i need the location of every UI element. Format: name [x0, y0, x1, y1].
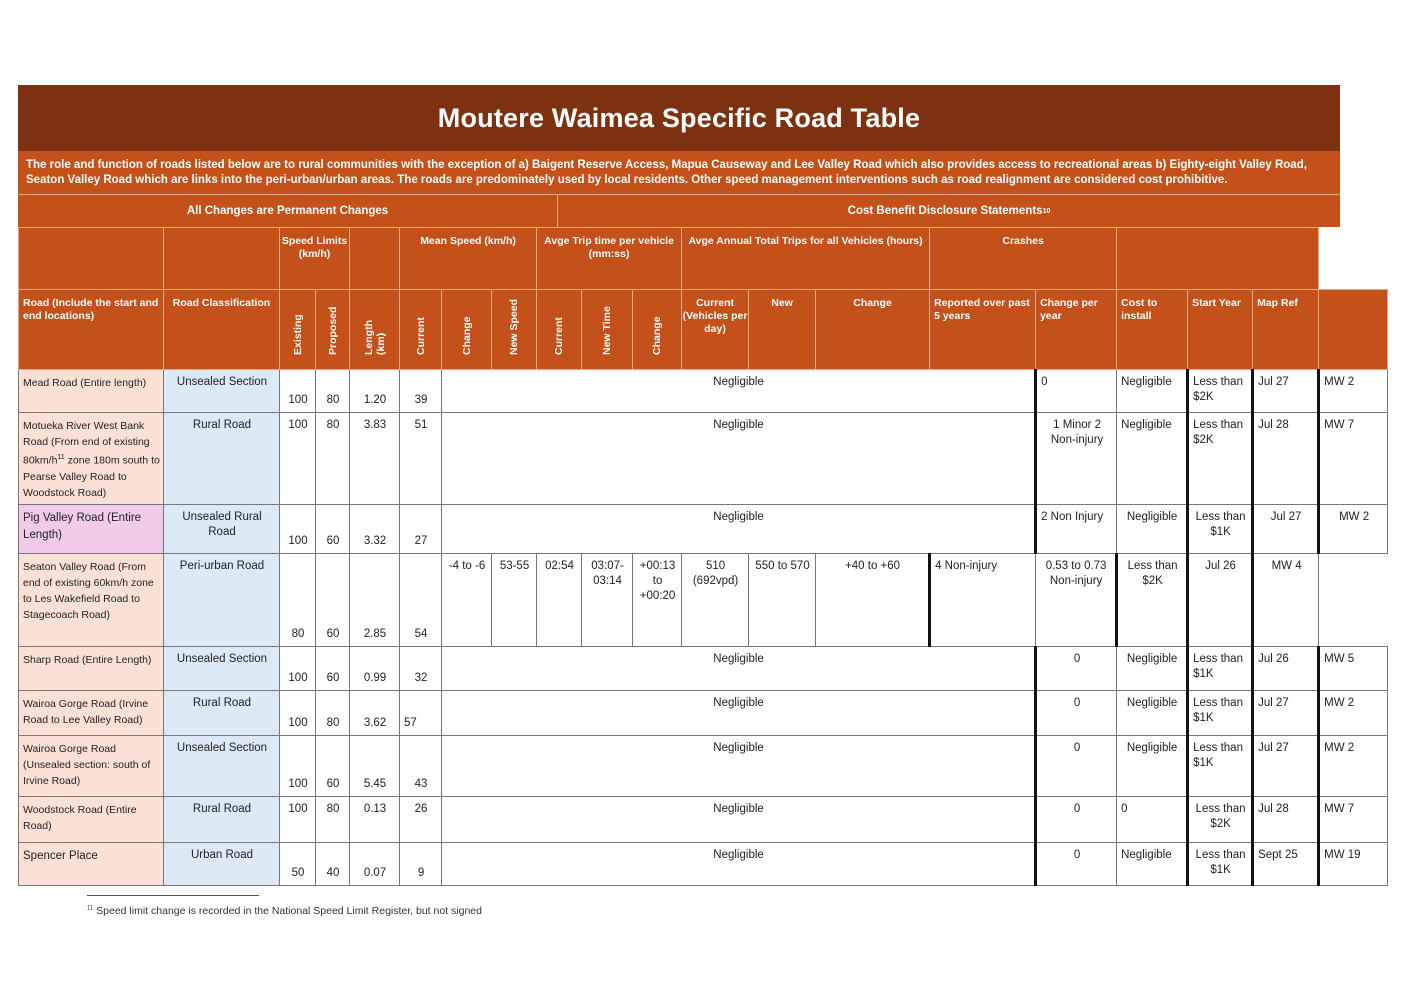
speed-existing: 100: [280, 796, 316, 842]
road-name: Wairoa Gorge Road (Irvine Road to Lee Valley Road): [19, 690, 164, 735]
header-reported: Reported over past 5 years: [930, 290, 1036, 370]
negligible-span: Negligible: [442, 690, 1036, 735]
road-length: 1.20: [350, 370, 400, 413]
map-ref: MW 7: [1319, 413, 1388, 505]
speed-existing: 100: [280, 413, 316, 505]
cost-to-install: Less than $2K: [1188, 370, 1253, 413]
crashes-change-per-year: 0: [1117, 796, 1188, 842]
crashes-reported: 0: [1036, 690, 1117, 735]
header-mean-current: Current: [414, 317, 427, 355]
start-year: Jul 26: [1188, 553, 1253, 646]
page-title: Moutere Waimea Specific Road Table: [18, 85, 1340, 151]
header-annual-current: Current (Vehicles per day): [682, 290, 749, 370]
map-ref: MW 2: [1319, 735, 1388, 796]
speed-proposed: 60: [316, 735, 350, 796]
road-classification: Rural Road: [164, 413, 280, 505]
table-row: [19, 646, 1388, 690]
header-cost: Cost to install: [1117, 290, 1188, 370]
cost-to-install: Less than $2K: [1117, 553, 1188, 646]
road-classification: Unsealed Section: [164, 735, 280, 796]
header-blank-right: [1117, 228, 1319, 290]
road-length: 0.13: [350, 796, 400, 842]
road-name: Spencer Place: [19, 842, 164, 885]
header-change-per-year: Change per year: [1036, 290, 1117, 370]
header-start-year: Start Year: [1188, 290, 1253, 370]
crashes-reported: 0: [1036, 796, 1117, 842]
header-trip-change: Change: [651, 316, 664, 355]
header-proposed: Proposed: [326, 306, 339, 355]
road-length: 5.45: [350, 735, 400, 796]
mean-speed-current: 32: [400, 646, 442, 690]
footnote-divider: [87, 895, 259, 896]
table-row: [19, 735, 1388, 796]
road-classification: Rural Road: [164, 796, 280, 842]
trip-time-change: +00:13 to +00:20: [633, 553, 682, 646]
negligible-span: Negligible: [442, 646, 1036, 690]
road-name-text: Motueka River West Bank Road (From end of existing 80km/h: [23, 420, 150, 467]
table-row: [19, 413, 1388, 505]
mean-speed-change: -4 to -6: [442, 553, 492, 646]
speed-existing: 100: [280, 370, 316, 413]
start-year: Jul 27: [1253, 504, 1319, 553]
header-existing: Existing: [291, 314, 304, 355]
road-classification: Unsealed Rural Road: [164, 504, 280, 553]
start-year: Jul 27: [1253, 370, 1319, 413]
mean-speed-current: 51: [400, 413, 442, 505]
road-length: 2.85: [350, 553, 400, 646]
cost-to-install: Less than $2K: [1188, 796, 1253, 842]
road-classification: Urban Road: [164, 842, 280, 885]
crashes-reported: 0: [1036, 370, 1117, 413]
start-year: Jul 28: [1253, 413, 1319, 505]
negligible-span: Negligible: [442, 370, 1036, 413]
cost-to-install: Less than $2K: [1188, 413, 1253, 505]
crashes-reported: 4 Non-injury: [930, 553, 1036, 646]
speed-existing: 50: [280, 842, 316, 885]
annual-trips-new: 550 to 570: [749, 553, 816, 646]
road-length: 3.83: [350, 413, 400, 505]
header-trip-new-time: New Time: [601, 306, 614, 355]
speed-existing: 100: [280, 504, 316, 553]
header-row-groups: [19, 228, 1388, 290]
start-year: Sept 25: [1253, 842, 1319, 885]
map-ref: MW 4: [1253, 553, 1319, 646]
map-ref: MW 5: [1319, 646, 1388, 690]
header-blank-road: [19, 228, 164, 290]
road-name: Wairoa Gorge Road (Unsealed section: south of Irvine Road): [19, 735, 164, 796]
section-band: [18, 194, 1340, 227]
crashes-change-per-year: Negligible: [1117, 690, 1188, 735]
road-footnote-ref: 11: [57, 454, 65, 461]
header-blank-class: [164, 228, 280, 290]
header-classification: Road Classification: [164, 290, 280, 370]
crashes-change-per-year: Negligible: [1117, 504, 1188, 553]
speed-existing: 100: [280, 646, 316, 690]
crashes-change-per-year: Negligible: [1117, 370, 1188, 413]
road-name: Sharp Road (Entire Length): [19, 646, 164, 690]
road-name: Woodstock Road (Entire Road): [19, 796, 164, 842]
speed-proposed: 80: [316, 690, 350, 735]
cost-to-install: Less than $1K: [1188, 690, 1253, 735]
trip-time-current: 02:54: [537, 553, 582, 646]
cost-to-install: Less than $1K: [1188, 646, 1253, 690]
road-table-container: [18, 85, 1370, 886]
header-annual-new: New: [749, 290, 816, 370]
footnote-number: 11: [87, 905, 94, 912]
crashes-change-per-year: Negligible: [1117, 646, 1188, 690]
map-ref: MW 2: [1319, 370, 1388, 413]
footnote: [87, 905, 482, 917]
map-ref: MW 7: [1319, 796, 1388, 842]
road-name: Seaton Valley Road (From end of existing 60km/h zone to Les Wakefield Road to Stagecoach Road): [19, 553, 164, 646]
table-row: [19, 842, 1388, 885]
header-speed-limits: Speed Limits (km/h): [280, 228, 350, 290]
header-crashes: Crashes: [930, 228, 1117, 290]
start-year: Jul 27: [1253, 690, 1319, 735]
road-classification: Rural Road: [164, 690, 280, 735]
road-classification: Unsealed Section: [164, 646, 280, 690]
speed-proposed: 80: [316, 370, 350, 413]
speed-existing: 100: [280, 735, 316, 796]
band-footnote-ref: 10: [1042, 207, 1051, 215]
header-map-ref: Map Ref: [1253, 290, 1319, 370]
road-length: 0.07: [350, 842, 400, 885]
road-table: [18, 227, 1388, 886]
crashes-reported: 0: [1036, 842, 1117, 885]
negligible-span: Negligible: [442, 796, 1036, 842]
crashes-change-per-year: Negligible: [1117, 842, 1188, 885]
mean-speed-current: 39: [400, 370, 442, 413]
mean-speed-current: 54: [400, 553, 442, 646]
mean-speed-current: 43: [400, 735, 442, 796]
header-annual-change: Change: [816, 290, 930, 370]
speed-existing: 100: [280, 690, 316, 735]
road-name: Mead Road (Entire length): [19, 370, 164, 413]
negligible-span: Negligible: [442, 413, 1036, 505]
speed-proposed: 80: [316, 413, 350, 505]
table-row: [19, 370, 1388, 413]
speed-proposed: 80: [316, 796, 350, 842]
road-name: Pig Valley Road (Entire Length): [19, 504, 164, 553]
start-year: Jul 28: [1253, 796, 1319, 842]
road-classification: Peri-urban Road: [164, 553, 280, 646]
speed-existing: 80: [280, 553, 316, 646]
road-length: 0.99: [350, 646, 400, 690]
speed-proposed: 60: [316, 504, 350, 553]
speed-proposed: 60: [316, 553, 350, 646]
header-mean-change: Change: [460, 316, 473, 355]
cost-to-install: Less than $1K: [1188, 842, 1253, 885]
crashes-change-per-year: Negligible: [1117, 413, 1188, 505]
road-name-tail: zone 180m south to Pearse Valley Road to Woodstock Road): [23, 454, 160, 499]
header-mean-speed: Mean Speed (km/h): [400, 228, 537, 290]
table-row: [19, 553, 1388, 646]
table-row: [19, 690, 1388, 735]
header-length: Length (km): [362, 320, 387, 355]
table-row: [19, 796, 1388, 842]
band-permanent-changes: All Changes are Permanent Changes: [18, 195, 558, 227]
mean-speed-new: 53-55: [492, 553, 537, 646]
map-ref: MW 2: [1319, 690, 1388, 735]
negligible-span: Negligible: [442, 735, 1036, 796]
start-year: Jul 26: [1253, 646, 1319, 690]
start-year: Jul 27: [1253, 735, 1319, 796]
crashes-reported: 0: [1036, 646, 1117, 690]
speed-proposed: 60: [316, 646, 350, 690]
annual-trips-current: 510 (692vpd): [682, 553, 749, 646]
map-ref: MW 19: [1319, 842, 1388, 885]
header-road: Road (Include the start and end locations): [19, 290, 164, 370]
negligible-span: Negligible: [442, 842, 1036, 885]
header-trip-time: Avge Trip time per vehicle (mm:ss): [537, 228, 682, 290]
band-cost-benefit-label: Cost Benefit Disclosure Statements: [847, 205, 1043, 217]
header-row-columns: [19, 290, 1388, 370]
mean-speed-current: 9: [400, 842, 442, 885]
negligible-span: Negligible: [442, 504, 1036, 553]
mean-speed-current: 57: [400, 690, 442, 735]
band-cost-benefit: [558, 195, 1340, 227]
mean-speed-current: 26: [400, 796, 442, 842]
header-mean-new-speed: New Speed: [508, 298, 521, 355]
annual-trips-change: +40 to +60: [816, 553, 930, 646]
road-name: [19, 413, 164, 505]
road-classification: Unsealed Section: [164, 370, 280, 413]
mean-speed-current: 27: [400, 504, 442, 553]
crashes-change-per-year: 0.53 to 0.73 Non-injury: [1036, 553, 1117, 646]
crashes-reported: 0: [1036, 735, 1117, 796]
speed-proposed: 40: [316, 842, 350, 885]
table-row: [19, 504, 1388, 553]
road-length: 3.32: [350, 504, 400, 553]
header-blank-length: [350, 228, 400, 290]
crashes-change-per-year: Negligible: [1117, 735, 1188, 796]
intro-text: The role and function of roads listed below are to rural communities with the exception of a) Baigent Reserve Access, Mapua Causeway and Lee Valley Road which also provides access to recreational areas b) Eighty-eight Valley Road, Seaton Valley Road which are links into the peri-urban/urban areas. The roads are predominately used by local residents. Other speed management interventions such as road realignment are considered cost prohibitive.: [18, 151, 1340, 194]
road-length: 3.62: [350, 690, 400, 735]
cost-to-install: Less than $1K: [1188, 504, 1253, 553]
map-ref: MW 2: [1319, 504, 1388, 553]
crashes-reported: 1 Minor 2 Non-injury: [1036, 413, 1117, 505]
header-trip-current: Current: [553, 317, 566, 355]
trip-time-new: 03:07-03:14: [582, 553, 633, 646]
crashes-reported: 2 Non Injury: [1036, 504, 1117, 553]
header-annual-trips: Avge Annual Total Trips for all Vehicles (hours): [682, 228, 930, 290]
cost-to-install: Less than $1K: [1188, 735, 1253, 796]
header-blank-end: [1319, 290, 1388, 370]
footnote-text: Speed limit change is recorded in the National Speed Limit Register, but not signed: [93, 905, 482, 917]
